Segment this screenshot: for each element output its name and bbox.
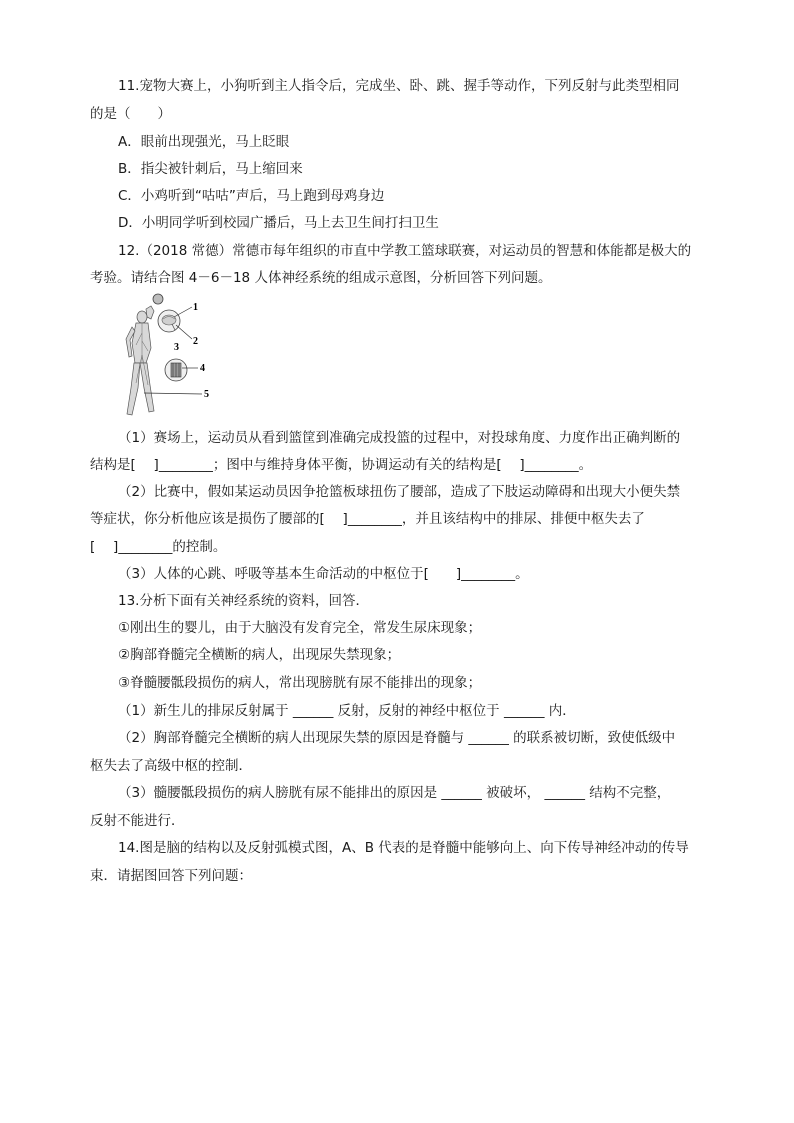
q12-stem-line2: 考验。请结合图 4－6－18 人体神经系统的组成示意图，分析回答下列问题。 bbox=[90, 270, 552, 286]
q11-option-c: C．小鸡听到“咕咕”声后，马上跑到母鸡身边 bbox=[118, 188, 385, 204]
q13-part2-line2: 枢失去了高级中枢的控制． bbox=[90, 758, 252, 774]
q14-stem-line1: 14.图是脑的结构以及反射弧模式图，A、B 代表的是脊髓中能够向上、向下传导神经冲动的传导 bbox=[118, 840, 689, 856]
figure-label-4: 4 bbox=[200, 363, 205, 374]
q11-option-b: B．指尖被针刺后，马上缩回来 bbox=[118, 161, 303, 177]
figure-label-5: 5 bbox=[204, 389, 209, 400]
q11-stem-line1: 11.宠物大赛上，小狗听到主人指令后，完成坐、卧、跳、握手等动作，下列反射与此类型相同 bbox=[118, 78, 680, 94]
q13-material-1: ①刚出生的婴儿，由于大脑没有发育完全，常发生尿床现象； bbox=[118, 620, 482, 636]
q13-part2-line1: （2）胸部脊髓完全横断的病人出现尿失禁的原因是脊髓与 ______ 的联系被切断，致使低级中 bbox=[118, 730, 676, 746]
q12-part1-line2: 结构是[ ]________；图中与维持身体平衡，协调运动有关的结构是[ ]________。 bbox=[90, 457, 593, 473]
figure-label-1: 1 bbox=[193, 302, 198, 313]
q11-option-d: D．小明同学听到校园广播后，马上去卫生间打扫卫生 bbox=[118, 215, 439, 231]
q13-part1: （1）新生儿的排尿反射属于 ______ 反射，反射的神经中枢位于 ______ 内． bbox=[118, 703, 576, 719]
nervous-system-figure bbox=[118, 293, 218, 417]
q12-stem-line1: 12.（2018 常德）常德市每年组织的市直中学教工篮球联赛，对运动员的智慧和体能都是极大的 bbox=[118, 243, 692, 259]
figure-label-2: 2 bbox=[193, 336, 198, 347]
q13-material-3: ③脊髓腰骶段损伤的病人，常出现膀胱有尿不能排出的现象； bbox=[118, 675, 482, 691]
q13-part3-line2: 反射不能进行． bbox=[90, 813, 185, 829]
figure-label-3: 3 bbox=[174, 342, 179, 353]
q12-part2-line2: 等症状，你分析他应该是损伤了腰部的[ ]________，并且该结构中的排尿、排便中枢失去了 bbox=[90, 511, 645, 527]
q13-material-2: ②胸部脊髓完全横断的病人，出现尿失禁现象； bbox=[118, 647, 401, 663]
q12-part3-line1: （3）人体的心跳、呼吸等基本生命活动的中枢位于[ ]________。 bbox=[118, 566, 529, 582]
q13-stem: 13.分析下面有关神经系统的资料，回答． bbox=[118, 593, 369, 609]
q12-part1-line1: （1）赛场上，运动员从看到篮筐到准确完成投篮的过程中，对投球角度、力度作出正确判断的 bbox=[118, 430, 681, 446]
q14-stem-line2: 束．请据图回答下列问题： bbox=[90, 868, 252, 884]
q13-part3-line1: （3）髓腰骶段损伤的病人膀胱有尿不能排出的原因是 ______ 被破坏， ______ 结构不完整， bbox=[118, 785, 671, 801]
q11-option-a: A．眼前出现强光，马上眨眼 bbox=[118, 134, 290, 150]
q11-stem-line2: 的是（ ） bbox=[90, 106, 171, 122]
q12-part2-line3: [ ]________的控制。 bbox=[90, 539, 227, 555]
q12-part2-line1: （2）比赛中，假如某运动员因争抢篮板球扭伤了腰部，造成了下肢运动障碍和出现大小便失禁 bbox=[118, 484, 681, 500]
